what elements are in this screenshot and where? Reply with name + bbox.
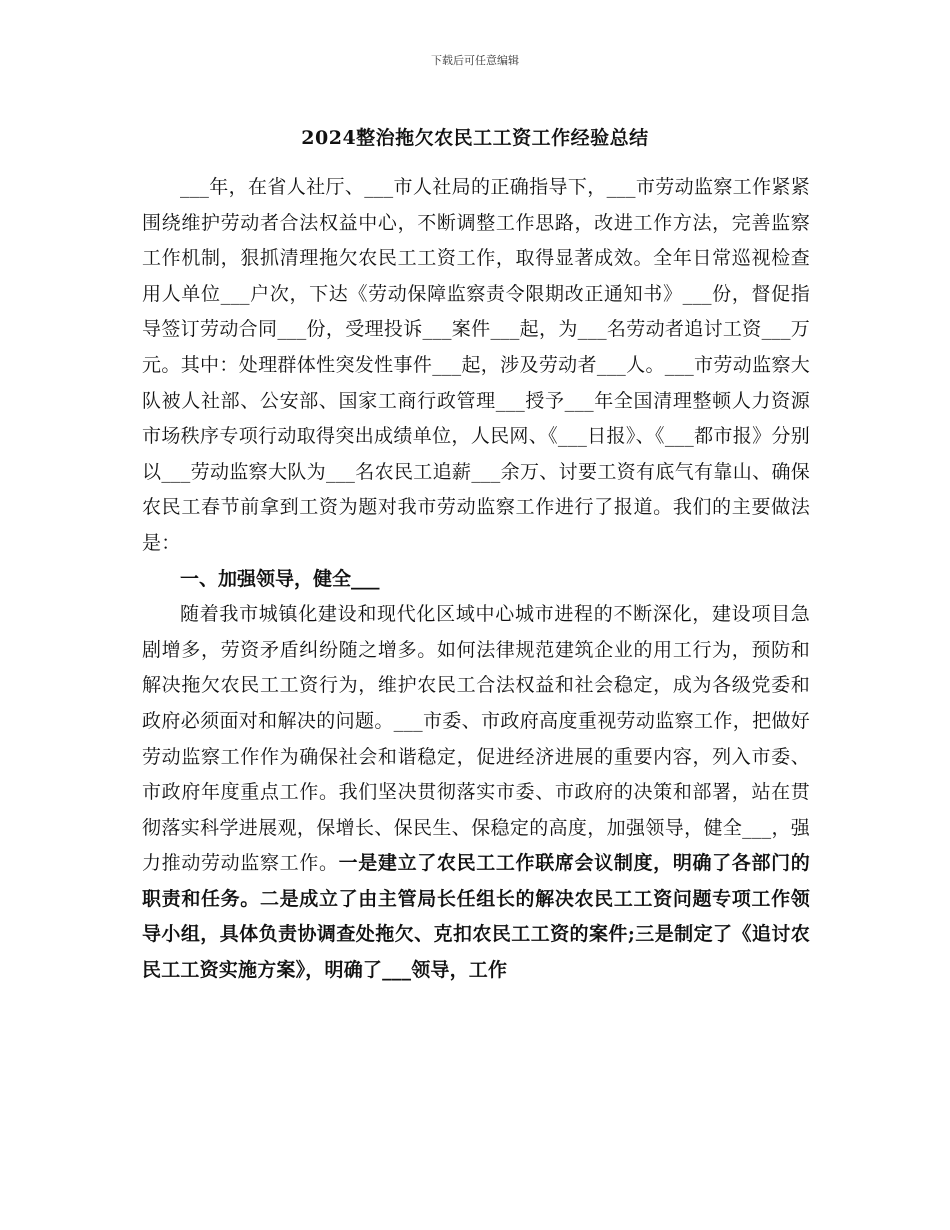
intro-paragraph: ___年，在省人社厅、___市人社局的正确指导下，___市劳动监察工作紧紧围绕维护劳动者合法权益中心，不断调整工作思路，改进工作方法，完善监察工作机制，狠抓清理拖欠农民工工资工作，取得显著成效。全年日常巡视检查用人单位___户次，下达《劳动保障监察责令限期改正通知书》___份，督促指导签订劳动合同___份，受理投诉___案件___起，为___名劳动者追讨工资___万元。其中：处理群体性突发性事件___起，涉及劳动者___人。___市劳动监察大队被人社部、公安部、国家工商行政管理___授予___年全国清理整顿人力资源市场秩序专项行动取得突出成绩单位，人民网、《___日报》、《___都市报》分别以___劳动监察大队为___名农民工追薪___余万、讨要工资有底气有靠山、确保农民工春节前拿到工资为题对我市劳动监察工作进行了报道。我们的主要做法是： bbox=[142, 176, 810, 554]
document-title: 2024整治拖欠农民工工资工作经验总结 bbox=[301, 127, 649, 149]
section-paragraph bbox=[142, 597, 810, 989]
document-body bbox=[142, 170, 810, 989]
section-paragraph-text: 随着我市城镇化建设和现代化区域中心城市进程的不断深化，建设项目急剧增多，劳资矛盾纠纷随之增多。如何法律规范建筑企业的用工行为，预防和解决拖欠农民工工资行为，维护农民工合法权益和社会稳定，成为各级党委和政府必须面对和解决的问题。___市委、市政府高度重视劳动监察工作，把做好劳动监察工作作为确保社会和谐稳定，促进经济进展的重要内容，列入市委、市政府年度重点工作。我们坚决贯彻落实市委、市政府的决策和部署，站在贯彻落实科学进展观，保增长、保民生、保稳定的高度，加强领导，健全___，强力推动劳动监察工作。 bbox=[142, 603, 810, 875]
page-header: 下载后可任意编辑 bbox=[431, 54, 519, 67]
section-heading: 一、加强领导，健全___ bbox=[180, 567, 380, 590]
section-paragraph-bold-text: 一是建立了农民工工作联席会议制度，明确了各部门的职责和任务。二是成立了由主管局长任组长的解决农民工工资问题专项工作领导小组，具体负责协调查处拖欠、克扣农民工工资的案件;三是制定了《追讨农民工工资实施方案》，明确了___领导，工作 bbox=[142, 852, 810, 982]
